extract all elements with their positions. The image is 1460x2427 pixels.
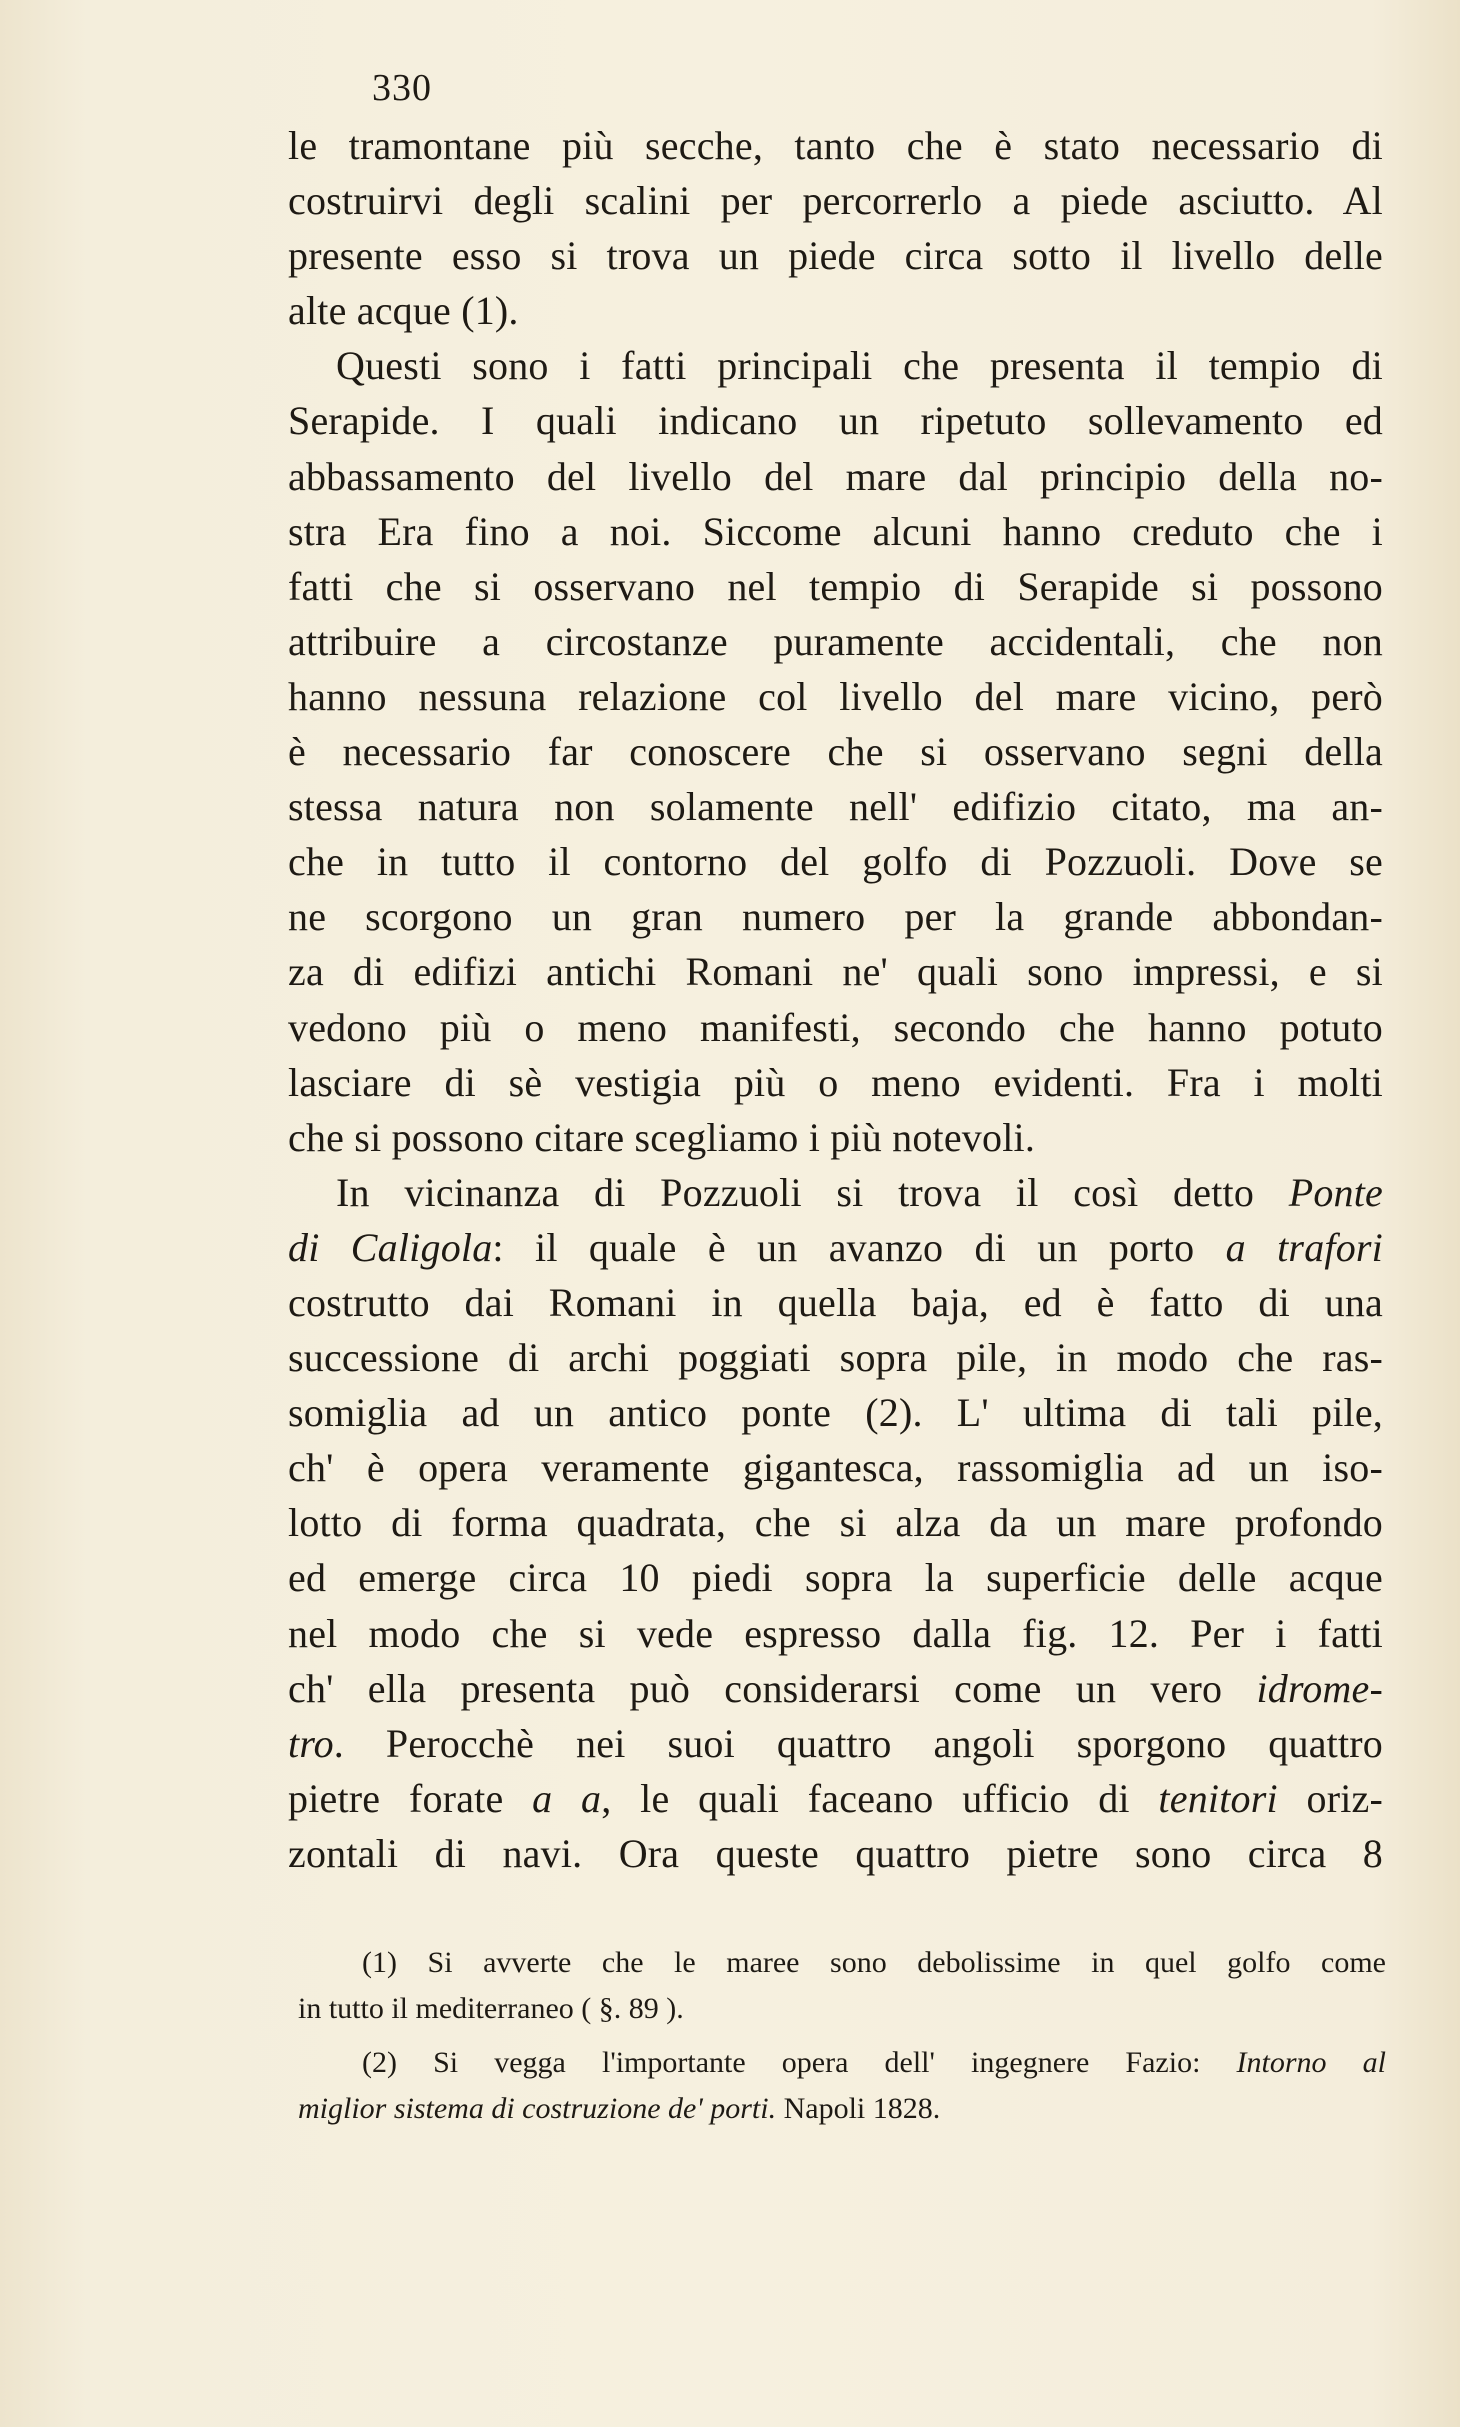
text-line [288,1771,1383,1826]
page-number: 330 [372,67,432,109]
text-line: stra Era fino a noi. Siccome alcuni hanno creduto che i [288,508,1383,554]
text-line: costruirvi degli scalini per percorrerlo a piede asciutto. Al [288,178,1383,224]
italic-term: tro [288,1720,334,1766]
text-run: . Perocchè nei suoi quattro angoli sporgono quattro [333,1720,1383,1766]
text-run: Napoli 1828. [783,2092,941,2125]
footnote-2-cont [298,2086,1386,2132]
text-line: lotto di forma quadrata, che si alza da un mare profondo [288,1500,1383,1546]
text-line: stessa natura non solamente nell' edifizio citato, ma an- [288,784,1383,830]
text-line: presente esso si trova un piede circa sotto il livello delle [288,233,1383,279]
text-line: ne scorgono un gran numero per la grande abbondan- [288,894,1383,940]
italic-term: Ponte [1288,1169,1383,1215]
body-text [288,118,1383,1881]
text-line: vedono più o meno manifesti, secondo che hanno potuto [288,1004,1383,1050]
italic-term: idrome- [1256,1665,1383,1711]
text-line: ch' è opera veramente gigantesca, rassomiglia ad un iso- [288,1445,1383,1491]
text-line: alte acque (1). [288,288,519,334]
text-run: ch' ella presenta può considerarsi come un vero [288,1665,1223,1711]
text-line: abbassamento del livello del mare dal principio della no- [288,453,1383,499]
text-line: le tramontane più secche, tanto che è stato necessario di [288,123,1383,168]
text-line [288,1661,1383,1716]
text-run: In vicinanza di Pozzuoli si trova il così detto [336,1169,1255,1215]
text-line: somiglia ad un antico ponte (2). L' ultima di tali pile, [288,1390,1383,1436]
text-line: hanno nessuna relazione col livello del mare vicino, però [288,673,1383,719]
text-run: pietre forate [288,1775,504,1821]
text-run: : il quale è un avanzo di un porto [492,1224,1195,1270]
italic-term: a trafori [1225,1224,1383,1270]
italic-term: a a [532,1775,602,1821]
text-run: oriz- [1306,1775,1384,1821]
text-line: nel modo che si vede espresso dalla fig. 12. Per i fatti [288,1610,1383,1656]
italic-term: tenitori [1158,1775,1278,1821]
footnotes [298,1940,1386,2132]
text-line [288,1716,1383,1771]
text-line: è necessario far conoscere che si osservano segni della [288,729,1383,775]
text-line: Questi sono i fatti principali che presenta il tempio di [336,343,1383,389]
italic-term: miglior sistema di costruzione de' porti. [298,2092,777,2125]
text-line: successione di archi poggiati sopra pile, in modo che ras- [288,1335,1383,1381]
text-run: , le quali faceano ufficio di [601,1775,1130,1821]
text-line [288,1165,1383,1220]
text-line: ed emerge circa 10 piedi sopra la superficie delle acque [288,1555,1383,1601]
text-line: lasciare di sè vestigia più o meno evidenti. Fra i molti [288,1059,1383,1105]
italic-term: di Caligola [288,1224,493,1270]
text-line: che in tutto il contorno del golfo di Pozzuoli. Dove se [288,839,1383,885]
text-line: za di edifizi antichi Romani ne' quali sono impressi, e si [288,949,1383,995]
text-line: zontali di navi. Ora queste quattro pietre sono circa 8 [288,1830,1383,1876]
text-line: Serapide. I quali indicano un ripetuto sollevamento ed [288,398,1383,444]
text-run: (2) Si vegga l'importante opera dell' ingegnere Fazio: [362,2046,1201,2079]
text-line: costrutto dai Romani in quella baja, ed è fatto di una [288,1279,1383,1325]
text-line: fatti che si osservano nel tempio di Serapide si possono [288,563,1383,609]
footnote-1-cont: in tutto il mediterraneo ( §. 89 ). [298,1992,684,2025]
text-line: che si possono citare scegliamo i più notevoli. [288,1114,1036,1160]
text-line: attribuire a circostanze puramente accidentali, che non [288,618,1383,664]
footnote-2 [298,2040,1386,2086]
footnote-1: (1) Si avverte che le maree sono debolissime in quel golfo come [362,1946,1386,1979]
text-line [288,1220,1383,1275]
italic-term: Intorno al [1236,2046,1386,2079]
